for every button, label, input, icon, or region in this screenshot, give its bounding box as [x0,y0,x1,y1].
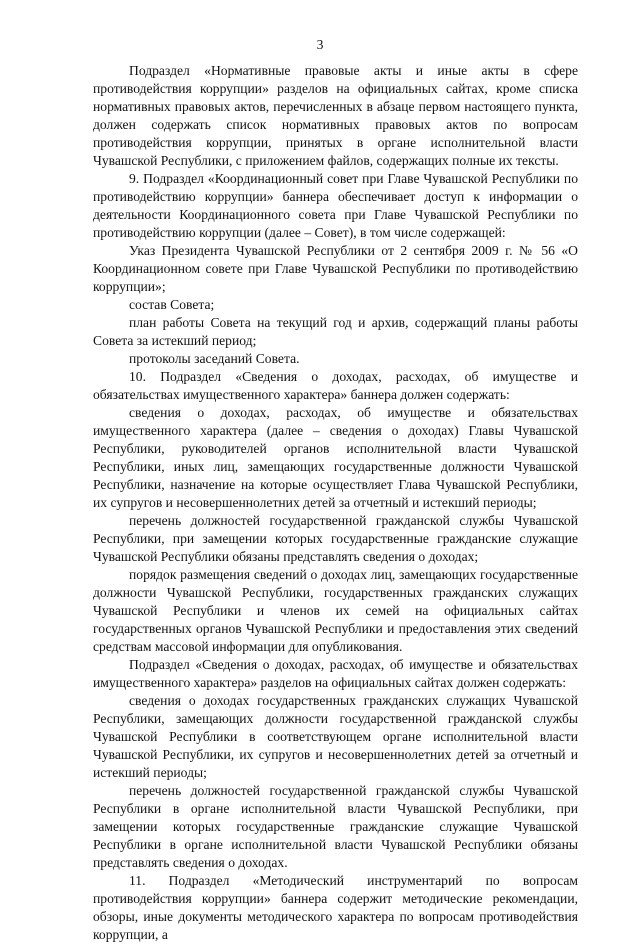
paragraph: перечень должностей государственной гражданской службы Чувашской Республики в органе исполнительной власти Чувашской Республики, при замещении которых государственные гражданские служащие Чувашской Республики в органе исполнительной власти Чувашской Республики обязаны представлять сведения о доходах. [93,783,578,870]
paragraph: порядок размещения сведений о доходах лиц, замещающих государственные должности Чувашской Республики, государственных гражданских служащих Чувашской Республики и членов их семей на официальных сайтах государственных органов Чувашской Республики и предоставления этих сведений средствам массовой информации для опубликования. [93,567,578,654]
paragraph: сведения о доходах, расходах, об имуществе и обязательствах имущественного характера (далее – сведения о доходах) Главы Чувашской Республики, руководителей органов исполнительной власти Чувашской Республики, иных лиц, замещающих государственные должности Чувашской Республики, назначение на которые осуществляет Глава Чувашской Республики, их супругов и несовершеннолетних детей за отчетный и истекший периоды; [93,405,578,510]
paragraph: Подраздел «Нормативные правовые акты и иные акты в сфере противодействия коррупции» разделов на официальных сайтах, кроме списка нормативных правовых актов, перечисленных в абзаце первом настоящего пункта, должен содержать список нормативных правовых актов по вопросам противодействия коррупции, принятых в органе исполнительной власти Чувашской Республики, с приложением файлов, содержащих полные их тексты. [93,63,578,168]
paragraph: 11. Подраздел «Методический инструментарий по вопросам противодействия коррупции» баннера содержит методические рекомендации, обзоры, иные документы методического характера по вопросам противодействия коррупции, а [93,873,578,942]
paragraph: протоколы заседаний Совета. [129,351,300,366]
paragraph: план работы Совета на текущий год и архив, содержащий планы работы Совета за истекший период; [93,315,578,348]
paragraph: состав Совета; [129,297,215,312]
paragraph: сведения о доходах государственных гражданских служащих Чувашской Республики, замещающих должности государственной гражданской службы Чувашской Республики в соответствующем органе исполнительной власти Чувашской Республики, их супругов и несовершеннолетних детей за отчетный и истекший периоды; [93,693,578,780]
paragraph: Подраздел «Сведения о доходах, расходах, об имуществе и обязательствах имущественного характера» разделов на официальных сайтах должен содержать: [93,657,578,690]
paragraph: 10. Подраздел «Сведения о доходах, расходах, об имуществе и обязательствах имущественного характера» баннера должен содержать: [93,369,578,402]
paragraph: Указ Президента Чувашской Республики от 2 сентября 2009 г. № 56 «О Координационном совете при Главе Чувашской Республики по противодействию коррупции»; [93,243,578,294]
page-number: 3 [316,37,324,52]
document-body [93,62,578,944]
paragraph: перечень должностей государственной гражданской службы Чувашской Республики, при замещении которых государственные гражданские служащие Чувашской Республики обязаны представлять сведения о доходах; [93,513,578,564]
paragraph: 9. Подраздел «Координационный совет при Главе Чувашской Республики по противодействию коррупции» баннера обеспечивает доступ к информации о деятельности Координационного совета при Главе Чувашской Республики по противодействию коррупции (далее – Совет), в том числе содержащей: [93,171,578,240]
